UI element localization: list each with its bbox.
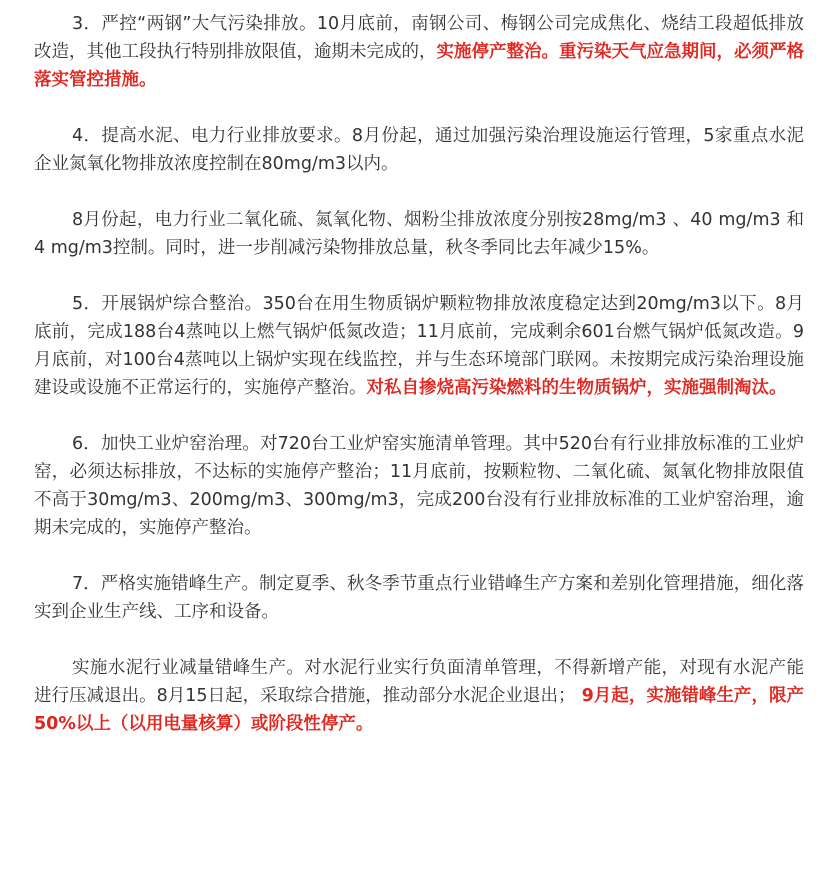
paragraph-staggered-production <box>34 570 804 626</box>
paragraph-text: 7．严格实施错峰生产。制定夏季、秋冬季节重点行业错峰生产方案和差别化管理措施，细化落实到企业生产线、工序和设备。 <box>34 574 804 622</box>
paragraph-text: 8月份起，电力行业二氧化硫、氮氧化物、烟粉尘排放浓度分别按28mg/m3 、40 mg/m3 和4 mg/m3控制。同时，进一步削减污染物排放总量，秋冬季同比去年减少15%。 <box>34 210 804 258</box>
article-body <box>34 10 804 766</box>
paragraph-power-industry-limits <box>34 206 804 262</box>
paragraph-steel-emissions <box>34 10 804 94</box>
paragraph-text: 5．开展锅炉综合整治。350台在用生物质锅炉颗粒物排放浓度稳定达到20mg/m3以下。8月底前，完成188台4蒸吨以上燃气锅炉低氮改造；11月底前，完成剩余601台燃气锅炉低氮改造。9月底前，对100台4蒸吨以上锅炉实现在线监控，并与生态环境部门联网。未按期完成污染治理设施建设或设施不正常运行的，实施停产整治。 <box>34 294 804 398</box>
paragraph-boiler-rectification <box>34 290 804 402</box>
paragraph-cement-reduction <box>34 654 804 738</box>
paragraph-text: 4．提高水泥、电力行业排放要求。8月份起，通过加强污染治理设施运行管理，5家重点水泥企业氮氧化物排放浓度控制在80mg/m3以内。 <box>34 126 804 174</box>
highlight-text: 实施停产整治。重污染天气应急期间，必须严格落实管控措施。 <box>34 42 804 90</box>
paragraph-text: 6．加快工业炉窑治理。对720台工业炉窑实施清单管理。其中520台有行业排放标准的工业炉窑，必须达标排放，不达标的实施停产整治；11月底前，按颗粒物、二氧化硫、氮氧化物排放限值不高于30mg/m3、200mg/m3、300mg/m3，完成200台没有行业排放标准的工业炉窑治理，逾期未完成的，实施停产整治。 <box>34 434 804 538</box>
paragraph-text: 实施水泥行业减量错峰生产。对水泥行业实行负面清单管理，不得新增产能，对现有水泥产能进行压减退出。8月15日起，采取综合措施，推动部分水泥企业退出； <box>34 658 804 706</box>
paragraph-text: 3．严控“两钢”大气污染排放。10月底前，南钢公司、梅钢公司完成焦化、烧结工段超低排放改造，其他工段执行特别排放限值，逾期未完成的， <box>34 14 804 62</box>
highlight-text: 对私自掺烧高污染燃料的生物质锅炉，实施强制淘汰。 <box>366 378 787 398</box>
paragraph-industrial-kiln <box>34 430 804 542</box>
paragraph-cement-power-requirements <box>34 122 804 178</box>
highlight-text: 9月起，实施错峰生产，限产50%以上（以用电量核算）或阶段性停产。 <box>34 686 804 734</box>
